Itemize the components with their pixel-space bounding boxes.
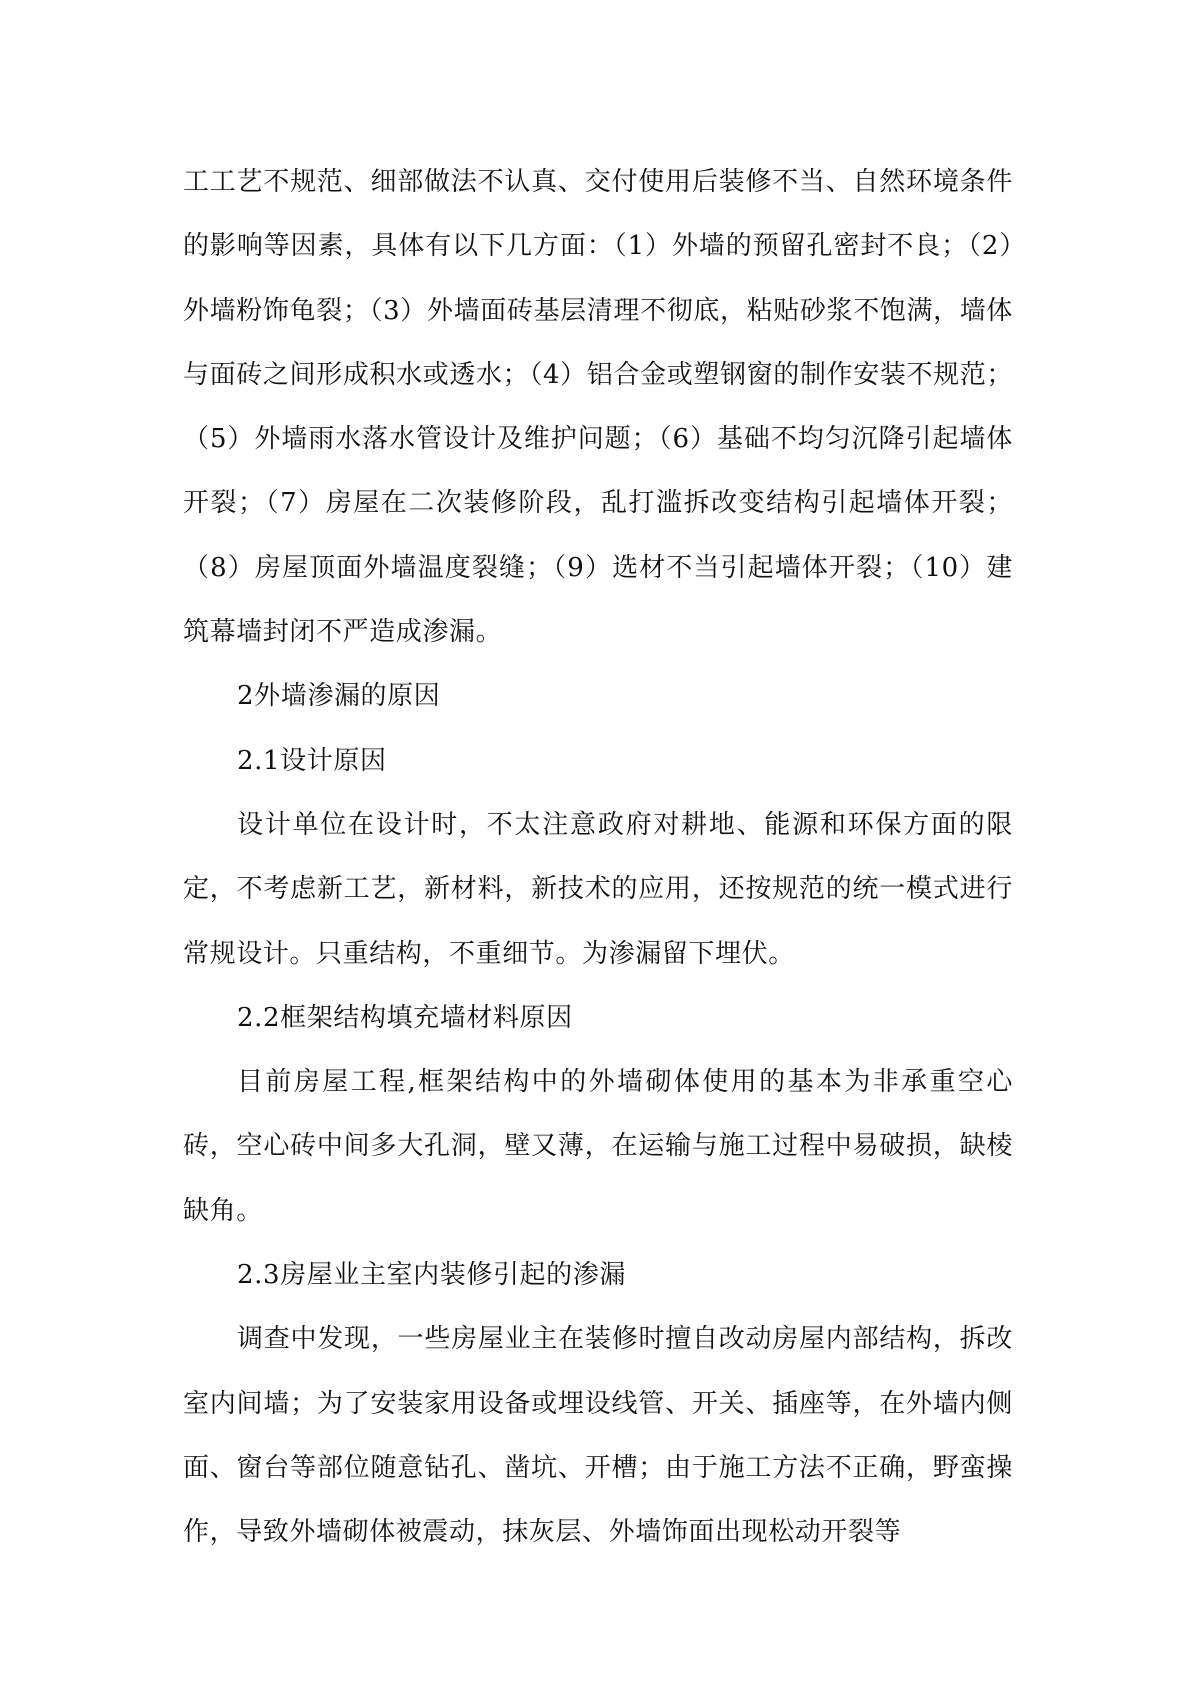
paragraph-renovation-leakage: 调查中发现，一些房屋业主在装修时擅自改动房屋内部结构，拆改室内间墙；为了安装家用设备或埋设线管、开关、插座等，在外墙内侧面、窗台等部位随意钻孔、凿坑、开槽；由于施工方法不正确，野蛮操作，导致外墙砌体被震动，抹灰层、外墙饰面出现松动开裂等: [183, 1324, 1013, 1548]
document-body: [183, 150, 1013, 1565]
heading-section-2-2: 2.2框架结构填充墙材料原因: [237, 1002, 573, 1033]
paragraph-design-reasons: 设计单位在设计时，不太注意政府对耕地、能源和环保方面的限定，不考虑新工艺，新材料，新技术的应用，还按规范的统一模式进行常规设计。只重结构，不重细节。为渗漏留下埋伏。: [183, 809, 1013, 969]
heading-section-2-1: 2.1设计原因: [237, 745, 387, 776]
paragraph-infill-material: 目前房屋工程,框架结构中的外墙砌体使用的基本为非承重空心砖，空心砖中间多大孔洞，壁又薄，在运输与施工过程中易破损，缺棱缺角。: [183, 1067, 1013, 1226]
heading-section-2: 2外墙渗漏的原因: [237, 681, 441, 712]
paragraph-causes-list: 工工艺不规范、细部做法不认真、交付使用后装修不当、自然环境条件的影响等因素，具体有以下几方面：（1）外墙的预留孔密封不良；（2）外墙粉饰龟裂；（3）外墙面砖基层清理不彻底，粘贴砂浆不饱满，墙体与面砖之间形成积水或透水；（4）铝合金或塑钢窗的制作安装不规范；（5）外墙雨水落水管设计及维护问题；（6）基础不均匀沉降引起墙体开裂；（7）房屋在二次装修阶段，乱打滥拆改变结构引起墙体开裂；（8）房屋顶面外墙温度裂缝；（9）选材不当引起墙体开裂；（10）建筑幕墙封闭不严造成渗漏。: [183, 167, 1013, 648]
heading-section-2-3: 2.3房屋业主室内装修引起的渗漏: [237, 1260, 626, 1291]
